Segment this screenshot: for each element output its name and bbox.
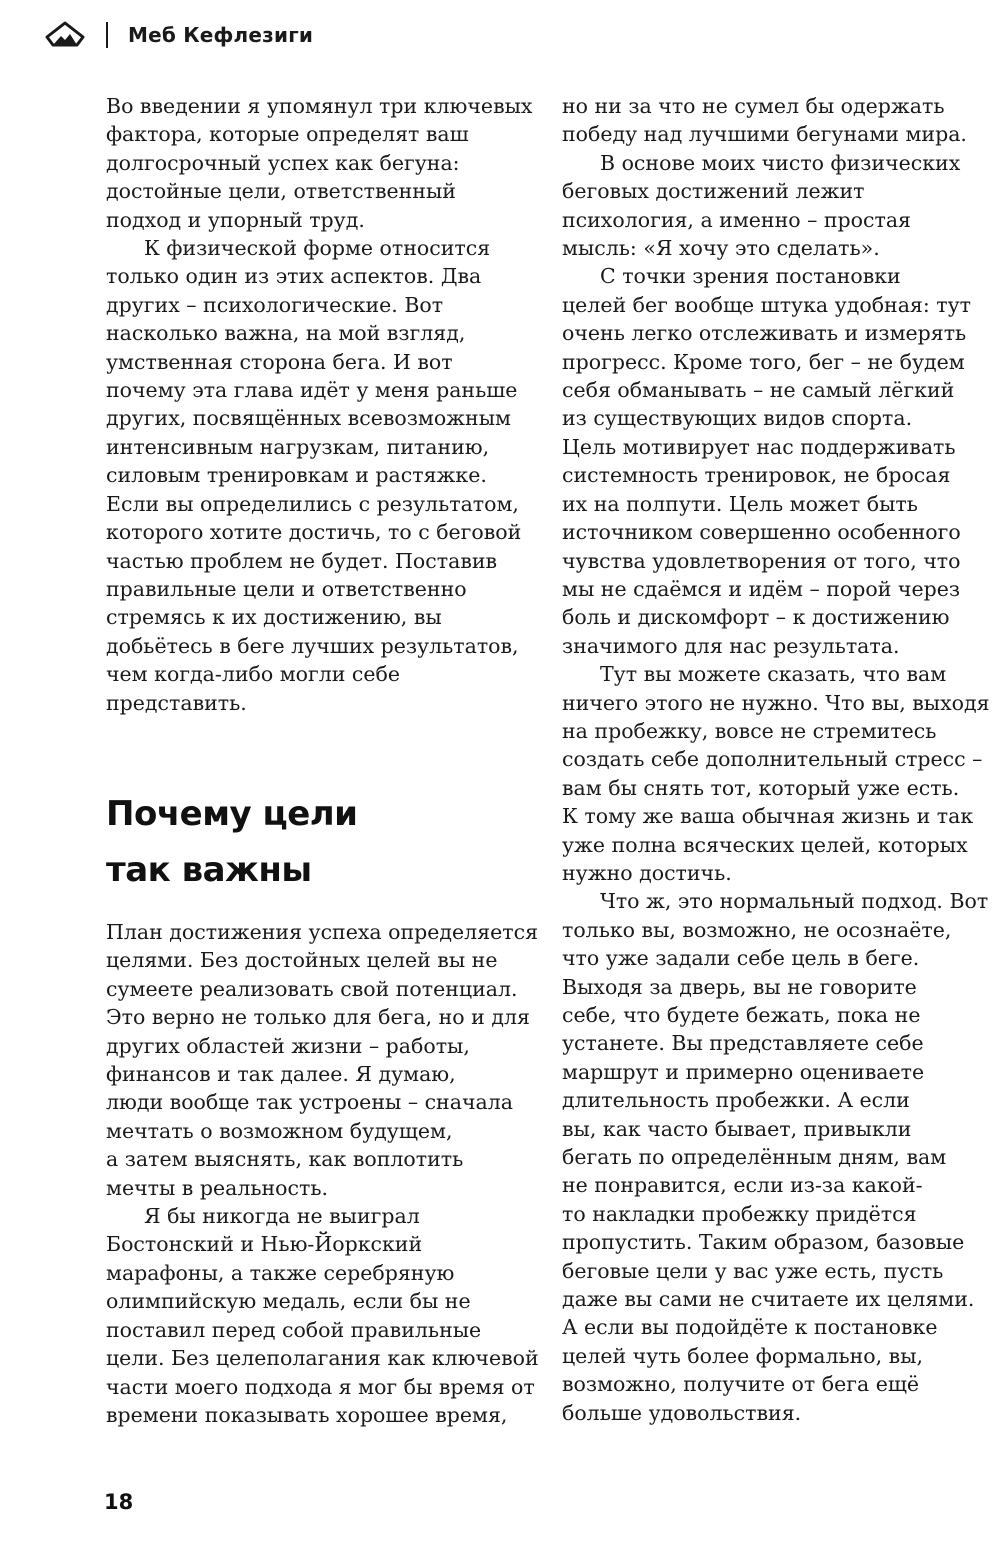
text-line: поставил перед собой правильные bbox=[106, 1317, 482, 1342]
text-line: себя обманывать – не самый лёгкий bbox=[562, 378, 955, 403]
text-line: стремясь к их достижению, вы bbox=[106, 605, 442, 630]
left-column-top bbox=[106, 92, 546, 717]
text-line: достойные цели, ответственный bbox=[106, 179, 456, 204]
text-line: части моего подхода я мог бы время от bbox=[106, 1374, 535, 1399]
text-line: А если вы подойдёте к постановке bbox=[562, 1315, 938, 1340]
text-line: Выходя за дверь, вы не говорите bbox=[562, 974, 917, 999]
text-line: представить. bbox=[106, 690, 247, 715]
text-line: беговых достижений лежит bbox=[562, 179, 865, 204]
text-line: мысль: «Я хочу это сделать». bbox=[562, 236, 880, 261]
text-line: беговые цели у вас уже есть, пусть bbox=[562, 1258, 944, 1283]
text-line: создать себе дополнительный стресс – bbox=[562, 747, 983, 772]
text-line: очень легко отслеживать и измерять bbox=[562, 321, 967, 346]
paragraph bbox=[106, 918, 546, 1202]
running-title: Меб Кефлезиги bbox=[128, 23, 314, 47]
heading-line: Почему цели bbox=[106, 794, 358, 834]
text-line: чувства удовлетворения от того, что bbox=[562, 548, 961, 573]
text-line: вы, как часто бывает, привыкли bbox=[562, 1116, 912, 1141]
text-line: сумеете реализовать свой потенциал. bbox=[106, 976, 518, 1001]
text-line: умственная сторона бега. И вот bbox=[106, 349, 453, 374]
paragraph bbox=[562, 149, 994, 263]
text-line: боль и дискомфорт – к достижению bbox=[562, 605, 950, 630]
text-line: на пробежку, вовсе не стремитесь bbox=[562, 718, 937, 743]
text-line: чем когда-либо могли себе bbox=[106, 662, 401, 687]
text-line: нужно достичь. bbox=[562, 860, 732, 885]
left-column-bottom bbox=[106, 918, 546, 1429]
text-line: значимого для нас результата. bbox=[562, 633, 900, 658]
paragraph bbox=[106, 234, 546, 717]
text-line: не понравится, если из-за какой- bbox=[562, 1173, 923, 1198]
text-line: возможно, получите от бега ещё bbox=[562, 1372, 920, 1397]
text-line: психология, а именно – простая bbox=[562, 207, 911, 232]
text-line: Во введении я упомянул три ключевых bbox=[106, 94, 533, 118]
text-line: финансов и так далее. Я думаю, bbox=[106, 1062, 456, 1087]
text-line: бегать по определённым дням, вам bbox=[562, 1145, 947, 1170]
text-line: Если вы определились с результатом, bbox=[106, 491, 519, 516]
text-line: интенсивным нагрузкам, питанию, bbox=[106, 434, 490, 459]
text-line: олимпийскую медаль, если бы не bbox=[106, 1289, 471, 1314]
text-line: подход и упорный труд. bbox=[106, 207, 365, 232]
text-line: насколько важна, на мой взгляд, bbox=[106, 321, 466, 346]
text-line: люди вообще так устроены – сначала bbox=[106, 1090, 513, 1115]
text-line: других, посвящённых всевозможным bbox=[106, 406, 511, 431]
text-line: других областей жизни – работы, bbox=[106, 1033, 470, 1058]
page-header bbox=[44, 18, 313, 52]
text-line: уже полна всяческих целей, которых bbox=[562, 832, 968, 857]
text-line: силовым тренировкам и растяжке. bbox=[106, 463, 487, 488]
text-line: частью проблем не будет. Поставив bbox=[106, 548, 498, 573]
text-line: мы не сдаёмся и идём – порой через bbox=[562, 576, 961, 601]
text-line: а затем выяснять, как воплотить bbox=[106, 1147, 464, 1172]
text-line: устанете. Вы представляете себе bbox=[562, 1031, 924, 1056]
text-line: только один из этих аспектов. Два bbox=[106, 264, 482, 289]
text-line: времени показывать хорошее время, bbox=[106, 1402, 508, 1427]
text-line: долгосрочный успех как бегуна: bbox=[106, 150, 460, 175]
heading-line: так важны bbox=[106, 850, 312, 890]
paragraph bbox=[106, 92, 546, 234]
right-column bbox=[562, 92, 994, 1427]
text-line: Цель мотивирует нас поддерживать bbox=[562, 434, 956, 459]
text-line: К тому же ваша обычная жизнь и так bbox=[562, 804, 974, 829]
text-line: которого хотите достичь, то с беговой bbox=[106, 520, 522, 545]
text-line: из существующих видов спорта. bbox=[562, 406, 913, 431]
text-line: добьётесь в беге лучших результатов, bbox=[106, 633, 519, 658]
text-line: Я бы никогда не выиграл bbox=[144, 1204, 420, 1229]
text-line: Это верно не только для бега, но и для bbox=[106, 1005, 530, 1030]
text-line: мечтать о возможном будущем, bbox=[106, 1118, 453, 1143]
text-line: Бостонский и Нью-Йоркский bbox=[106, 1232, 423, 1257]
text-line: фактора, которые определят ваш bbox=[106, 122, 469, 147]
text-line: только вы, возможно, не осознаёте, bbox=[562, 917, 952, 942]
text-line: правильные цели и ответственно bbox=[106, 576, 467, 601]
section-heading bbox=[106, 786, 536, 898]
text-line: целей бег вообще штука удобная: тут bbox=[562, 292, 972, 317]
header-divider bbox=[106, 22, 108, 48]
text-line: План достижения успеха определяется bbox=[106, 920, 539, 944]
text-line: Что ж, это нормальный подход. Вот bbox=[600, 889, 989, 914]
paragraph bbox=[106, 1202, 546, 1429]
text-line: их на полпути. Цель может быть bbox=[562, 491, 918, 516]
text-line: то накладки пробежку придётся bbox=[562, 1201, 917, 1226]
paragraph bbox=[562, 660, 994, 887]
text-line: больше удовольствия. bbox=[562, 1400, 802, 1425]
paragraph bbox=[562, 262, 994, 660]
text-line: даже вы сами не считаете их целями. bbox=[562, 1287, 975, 1312]
text-line: прогресс. Кроме того, бег – не будем bbox=[562, 349, 965, 374]
text-line: целями. Без достойных целей вы не bbox=[106, 948, 498, 973]
text-line: почему эта глава идёт у меня раньше bbox=[106, 378, 518, 403]
text-line: мечты в реальность. bbox=[106, 1175, 329, 1200]
paragraph bbox=[562, 92, 994, 149]
text-line: К физической форме относится bbox=[144, 236, 491, 261]
text-line: ничего этого не нужно. Что вы, выходя bbox=[562, 690, 990, 715]
text-line: вам бы снять тот, который уже есть. bbox=[562, 775, 960, 800]
text-line: других – психологические. Вот bbox=[106, 292, 444, 317]
text-line: марафоны, а также серебряную bbox=[106, 1260, 455, 1285]
paragraph bbox=[562, 887, 994, 1427]
text-line: победу над лучшими бегунами мира. bbox=[562, 122, 967, 147]
text-line: Тут вы можете сказать, что вам bbox=[600, 662, 947, 687]
page-number: 18 bbox=[104, 1490, 134, 1514]
text-line: системность тренировок, не бросая bbox=[562, 463, 951, 488]
mountain-peak-icon bbox=[44, 19, 86, 51]
text-line: длительность пробежки. А если bbox=[562, 1088, 910, 1113]
text-line: себе, что будете бежать, пока не bbox=[562, 1003, 921, 1027]
text-line: источником совершенно особенного bbox=[562, 520, 961, 545]
text-line: пропустить. Таким образом, базовые bbox=[562, 1230, 965, 1255]
text-line: цели. Без целеполагания как ключевой bbox=[106, 1346, 539, 1371]
text-line: маршрут и примерно оцениваете bbox=[562, 1059, 925, 1084]
text-line: целей чуть более формально, вы, bbox=[562, 1343, 924, 1368]
text-line: С точки зрения постановки bbox=[600, 264, 901, 289]
text-line: но ни за что не сумел бы одержать bbox=[562, 94, 945, 118]
text-line: В основе моих чисто физических bbox=[600, 150, 961, 175]
text-line: что уже задали себе цель в беге. bbox=[562, 946, 920, 971]
